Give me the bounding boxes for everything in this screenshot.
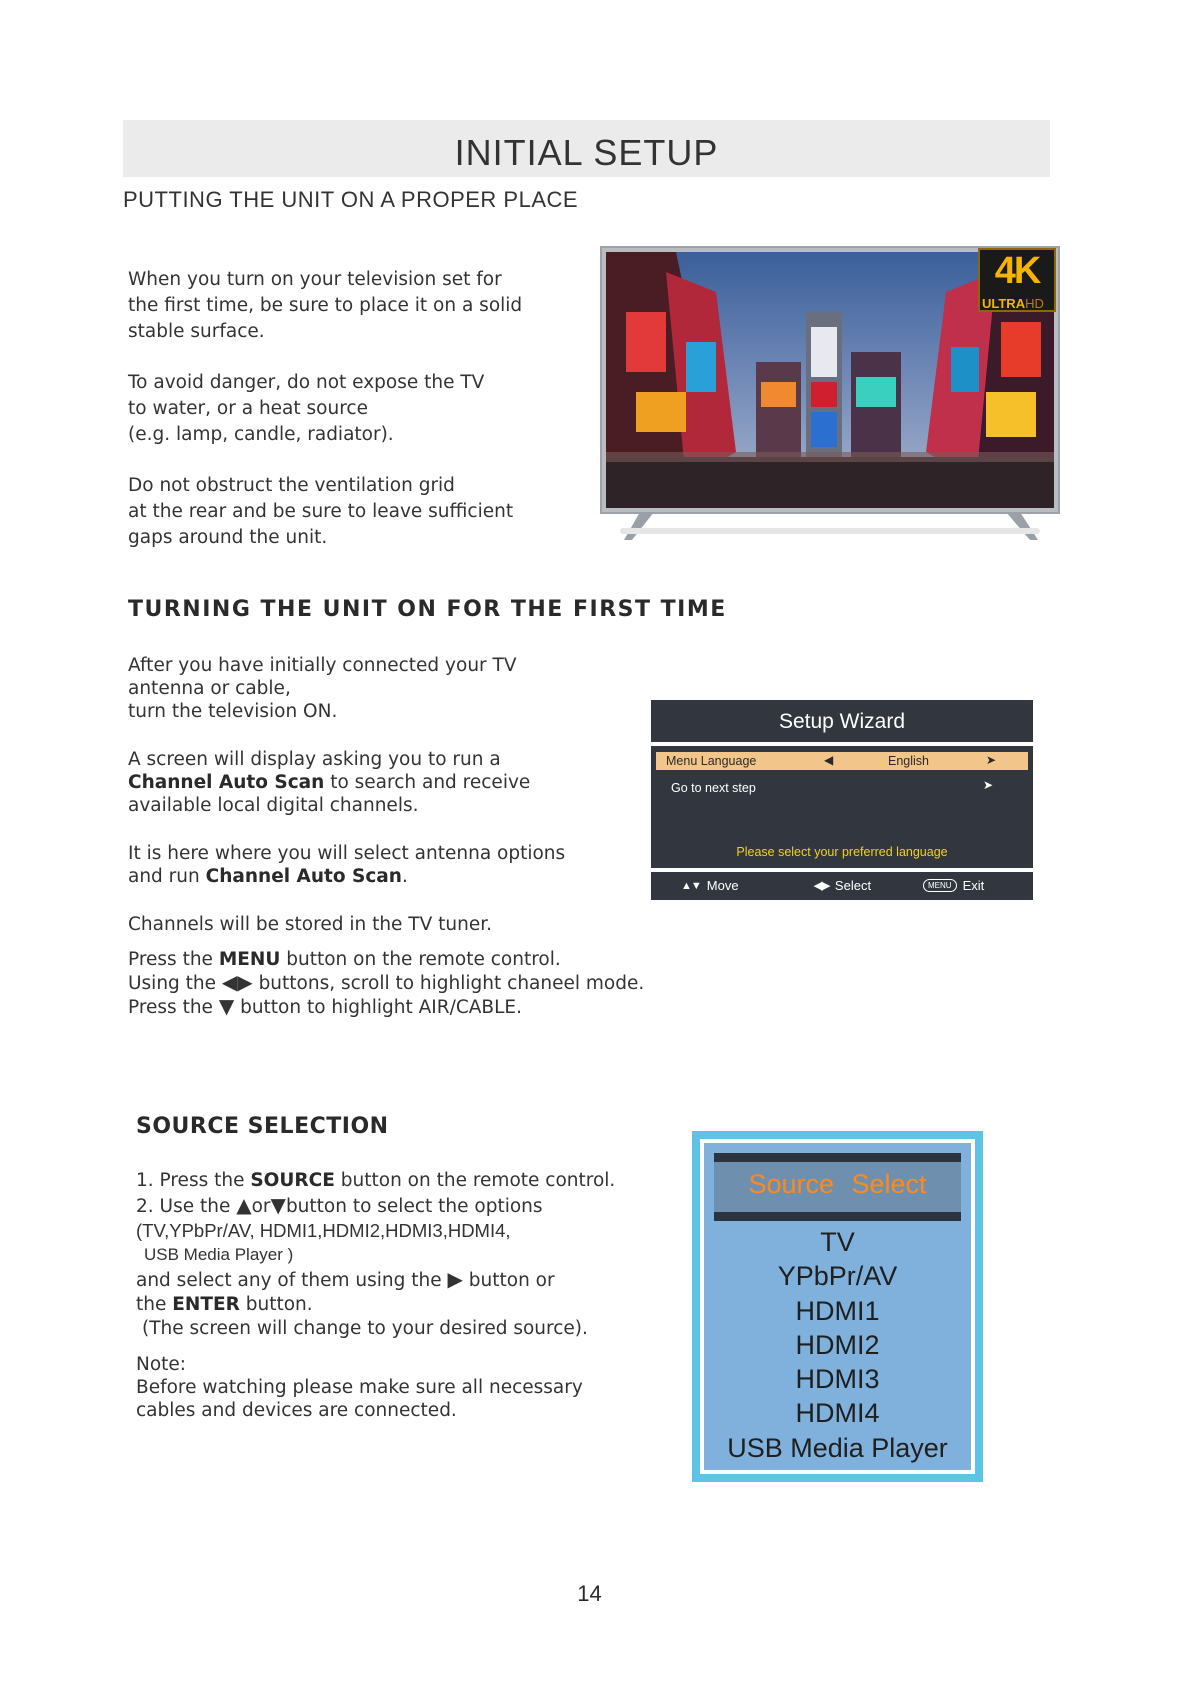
text-line: antenna or cable, — [128, 678, 291, 699]
text-span: 2. Use the — [136, 1196, 237, 1217]
text-line — [128, 771, 530, 794]
text-line — [128, 995, 644, 1019]
up-arrow-icon: ▲ — [236, 1193, 252, 1217]
text-span: button. — [239, 1294, 313, 1315]
note-label: Note: — [136, 1354, 187, 1375]
text-line: stable surface. — [128, 321, 265, 342]
source-item-usb-media-player[interactable]: USB Media Player — [727, 1432, 948, 1463]
first-time-paragraph-4: Channels will be stored in the TV tuner. — [128, 914, 493, 935]
first-time-paragraph-2 — [128, 748, 530, 817]
footer-exit — [923, 878, 984, 893]
text-line: When you turn on your television set for — [128, 269, 502, 290]
source-item-ypbpr-av[interactable]: YPbPr/AV — [777, 1261, 898, 1292]
left-right-arrow-icon: ◀▶ — [221, 970, 253, 994]
source-instructions — [136, 1169, 615, 1341]
tv-stand-right — [1000, 512, 1040, 542]
text-span: the — [136, 1294, 173, 1315]
4k-ultra-hd-badge — [978, 248, 1056, 312]
wizard-title: Setup Wizard — [778, 710, 906, 733]
hd-label: HD — [1025, 296, 1044, 311]
text-span: button on the remote control. — [280, 949, 561, 970]
divider — [651, 742, 1033, 746]
4k-label: 4K — [994, 250, 1040, 292]
page-title: INITIAL SETUP — [454, 132, 719, 173]
text-line: available local digital channels. — [128, 795, 419, 816]
header-bar — [714, 1153, 961, 1162]
text-line: turn the television ON. — [128, 701, 338, 722]
footer-move — [681, 878, 739, 893]
wizard-hint: Please select your preferred language — [736, 845, 948, 859]
text-span: . — [401, 866, 408, 887]
text-line: USB Media Player ) — [144, 1245, 294, 1264]
text-line — [128, 865, 565, 888]
section-subtitle-placement: PUTTING THE UNIT ON A PROPER PLACE — [123, 187, 579, 212]
left-right-nav-icon: ◀▶ — [814, 880, 829, 892]
source-item-tv[interactable]: TV — [820, 1227, 855, 1257]
text-line: (TV,YPbPr/AV, HDMI1,HDMI2,HDMI3,HDMI4, — [136, 1220, 511, 1241]
text-line: (The screen will change to your desired source). — [142, 1318, 588, 1339]
text-line — [136, 1193, 615, 1219]
text-line — [136, 1267, 615, 1293]
text-span: buttons, scroll to highlight chaneel mode. — [252, 973, 645, 994]
text-line: (e.g. lamp, candle, radiator). — [128, 424, 394, 445]
placement-paragraph-2 — [128, 370, 484, 448]
down-arrow-icon: ▼ — [270, 1193, 286, 1217]
text-span: button to highlight AIR/CABLE. — [234, 997, 522, 1018]
text-line — [128, 971, 644, 995]
menu-language-label: Menu Language — [666, 754, 757, 768]
footer-exit-label: Exit — [962, 878, 985, 893]
right-arrow-icon: ▶ — [447, 1267, 463, 1291]
note-block — [136, 1353, 583, 1422]
text-line: Before watching please make sure all necessary — [136, 1377, 583, 1398]
down-arrow-icon: ▼ — [218, 994, 235, 1018]
bold-term: SOURCE — [250, 1170, 335, 1191]
header-bar — [714, 1212, 961, 1221]
section-heading-source: SOURCE SELECTION — [136, 1114, 389, 1139]
text-line: to water, or a heat source — [128, 398, 368, 419]
source-menu-title: Source Select — [748, 1169, 927, 1199]
source-menu-border — [700, 1139, 975, 1474]
source-item-hdmi2[interactable]: HDMI2 — [795, 1329, 880, 1360]
text-span: 1. Press the — [136, 1170, 251, 1191]
arrow-right-icon[interactable]: ➤ — [983, 778, 994, 792]
placement-paragraph-1 — [128, 267, 522, 345]
text-span: Press the — [128, 997, 219, 1018]
source-item-hdmi3[interactable]: HDMI3 — [795, 1364, 880, 1395]
text-line: It is here where you will select antenna options — [128, 843, 566, 864]
text-line: at the rear and be sure to leave sufficient — [128, 501, 514, 522]
bold-term: Channel Auto Scan — [205, 866, 402, 887]
text-span: button or — [462, 1270, 555, 1291]
divider — [651, 868, 1033, 872]
section-heading-first-time: TURNING THE UNIT ON FOR THE FIRST TIME — [128, 597, 727, 622]
menu-language-row[interactable] — [656, 752, 1028, 770]
text-line — [128, 948, 644, 971]
source-item-hdmi1[interactable]: HDMI1 — [795, 1295, 880, 1326]
text-line: Do not obstruct the ventilation grid — [128, 475, 455, 496]
first-time-paragraph-5 — [128, 948, 644, 1019]
text-line — [136, 1293, 615, 1317]
menu-language-value: English — [888, 754, 929, 768]
arrow-right-icon[interactable]: ➤ — [986, 753, 997, 767]
text-line: cables and devices are connected. — [136, 1400, 457, 1421]
wizard-footer — [651, 878, 1033, 896]
text-line: After you have initially connected your TV — [128, 655, 517, 676]
arrow-left-icon[interactable]: ◀ — [824, 753, 834, 767]
source-list — [704, 1225, 971, 1465]
menu-key-icon: MENU — [923, 879, 957, 892]
footer-move-label: Move — [706, 878, 739, 893]
bold-term: ENTER — [172, 1294, 240, 1315]
up-down-nav-icon: ▲▼ — [681, 879, 701, 892]
text-line: To avoid danger, do not expose the TV — [128, 372, 485, 393]
text-span: Press the — [128, 949, 219, 970]
text-line — [136, 1169, 615, 1193]
first-time-paragraph-3 — [128, 842, 565, 888]
text-span: and select any of them using the — [136, 1270, 448, 1291]
bold-term: MENU — [218, 949, 281, 970]
next-step-row[interactable]: Go to next step — [671, 781, 756, 795]
footer-select-label: Select — [834, 878, 872, 893]
page-number: 14 — [577, 1581, 602, 1606]
title-bar — [123, 120, 1050, 177]
source-menu-body — [704, 1143, 971, 1470]
ultra-hd-label — [982, 296, 1044, 311]
bold-term: Channel Auto Scan — [128, 772, 325, 793]
text-span: or — [251, 1196, 271, 1217]
text-line: the first time, be sure to place it on a solid — [128, 295, 523, 316]
source-item-hdmi4[interactable]: HDMI4 — [795, 1398, 880, 1429]
text-span: button on the remote control. — [334, 1170, 616, 1191]
source-menu-header — [714, 1153, 961, 1221]
footer-select — [814, 878, 871, 893]
tv-shadow — [620, 528, 1040, 534]
placement-paragraph-3 — [128, 473, 513, 551]
text-span: to search and receive — [324, 772, 531, 793]
text-line: gaps around the unit. — [128, 527, 328, 548]
first-time-paragraph-1 — [128, 654, 516, 723]
text-span: Using the — [128, 973, 222, 994]
ultra-label: ULTRA — [982, 296, 1026, 311]
tv-stand-left — [622, 512, 662, 542]
text-span: button to select the options — [285, 1196, 543, 1217]
text-span: and run — [128, 866, 206, 887]
text-line: A screen will display asking you to run a — [128, 749, 501, 770]
setup-wizard-screen — [651, 700, 1033, 900]
source-select-menu — [692, 1131, 983, 1482]
